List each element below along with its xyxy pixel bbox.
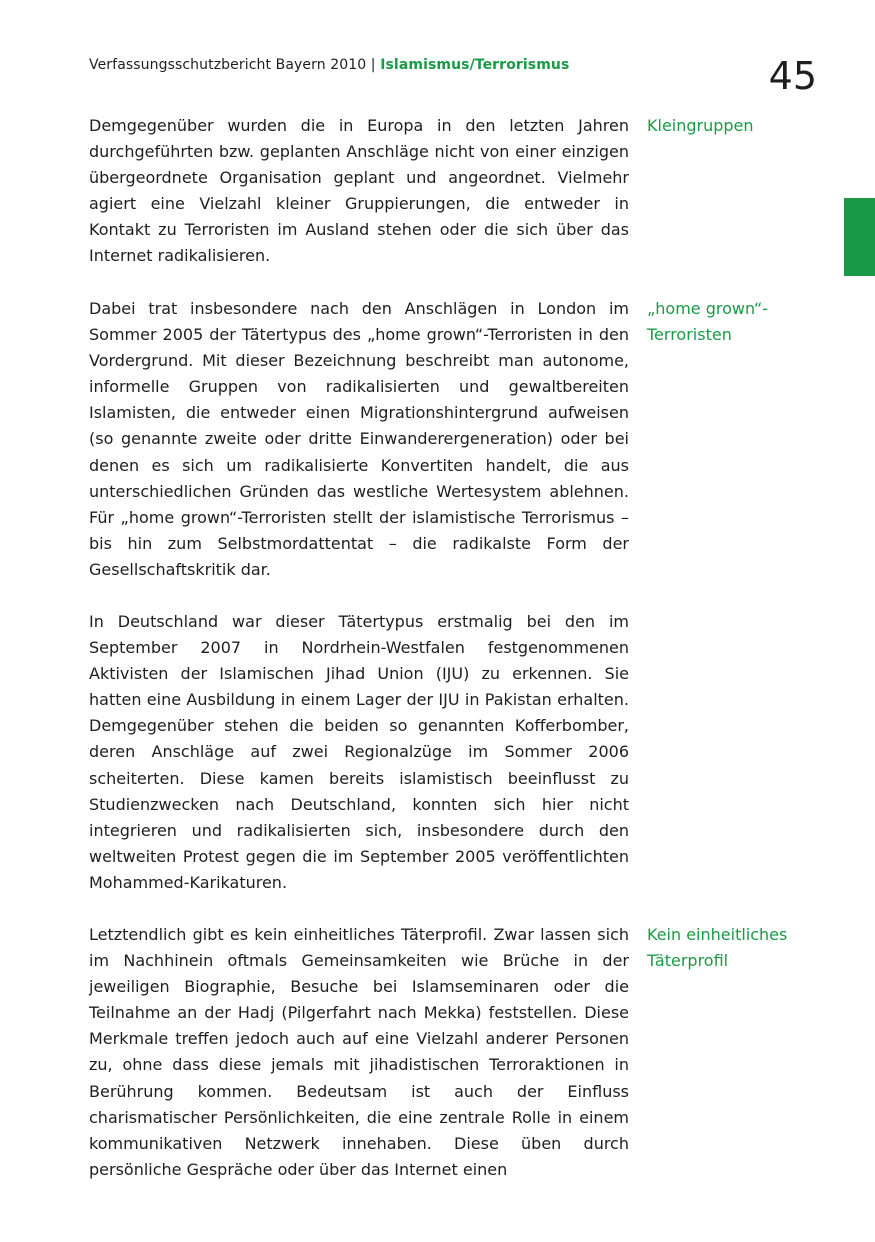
publication-title: Verfassungsschutzbericht Bayern 2010 | bbox=[89, 57, 376, 73]
page-number: 45 bbox=[768, 54, 817, 98]
body-paragraph-4: Letztendlich gibt es kein einheitliches Täterprofil. Zwar lassen sich im Nachhinein oftmals Gemeinsamkeiten wie Brüche in der jeweiligen Biographie, Besuche bei Islamseminaren oder die Teilnahme an der Hadj (Pilgerfahrt nach Mekka) feststellen. Diese Merkmale treffen jedoch auch auf eine Vielzahl anderer Personen zu, ohne dass diese jemals mit jihadistischen Terroraktionen in Berührung kommen. Bedeutsam ist auch der Einfluss charismatischer Persönlichkeiten, die eine zentrale Rolle in einem kommunikativen Netzwerk innehaben. Diese üben durch persönliche Gespräche oder über das Internet einen bbox=[89, 925, 629, 1179]
body-paragraph-1: Demgegenüber wurden die in Europa in den letzten Jahren durchgeführten bzw. geplanten Anschläge nicht von einer einzigen übergeordnete Organisation geplant und angeordnet. Vielmehr agiert eine Vielzahl kleiner Gruppierungen, die entweder in Kontakt zu Terroristen im Ausland stehen oder die sich über das Internet radikalisieren. bbox=[89, 116, 629, 266]
running-header bbox=[89, 57, 569, 73]
body-paragraph-2: Dabei trat insbesondere nach den Anschlägen in London im Sommer 2005 der Tätertypus des „home grown“-Terroristen in den Vordergrund. Mit dieser Bezeichnung beschreibt man autonome, informelle Gruppen von radikalisierten und gewaltbereiten Islamisten, die entweder einen Migrationshintergrund aufweisen (so genannte zweite oder dritte Einwanderergeneration) oder bei denen es sich um radikalisierte Konvertiten handelt, die aus unterschiedlichen Gründen das westliche Wertesystem ablehnen. Für „home grown“-Terroristen stellt der islamistische Terrorismus – bis hin zum Selbstmordattentat – die radikalste Form der Gesellschaftskritik dar. bbox=[89, 299, 629, 579]
margin-note-kleingruppen: Kleingruppen bbox=[647, 116, 754, 135]
section-title: Islamismus/Terrorismus bbox=[380, 57, 570, 73]
body-paragraph-3: In Deutschland war dieser Tätertypus erstmalig bei den im September 2007 in Nordrhein-Westfalen festgenommenen Aktivisten der Islamischen Jihad Union (IJU) zu erkennen. Sie hatten eine Ausbildung in einem Lager der IJU in Pakistan erhalten. Demgegenüber stehen die beiden so genannten Kofferbomber, deren Anschläge auf zwei Regionalzüge im Sommer 2006 scheiterten. Diese kamen bereits islamistisch beeinflusst zu Studienzwecken nach Deutschland, konnten sich hier nicht integrieren und radikalisierten sich, insbesondere durch den weltweiten Protest gegen die im September 2005 veröffentlichten Mohammed-Karikaturen. bbox=[89, 612, 629, 892]
margin-note-home-grown: „home grown“-Terroristen bbox=[647, 299, 769, 345]
chapter-tab-marker bbox=[844, 198, 875, 276]
margin-note-taeterprofil: Kein einheitliches Täterprofil bbox=[647, 925, 788, 971]
